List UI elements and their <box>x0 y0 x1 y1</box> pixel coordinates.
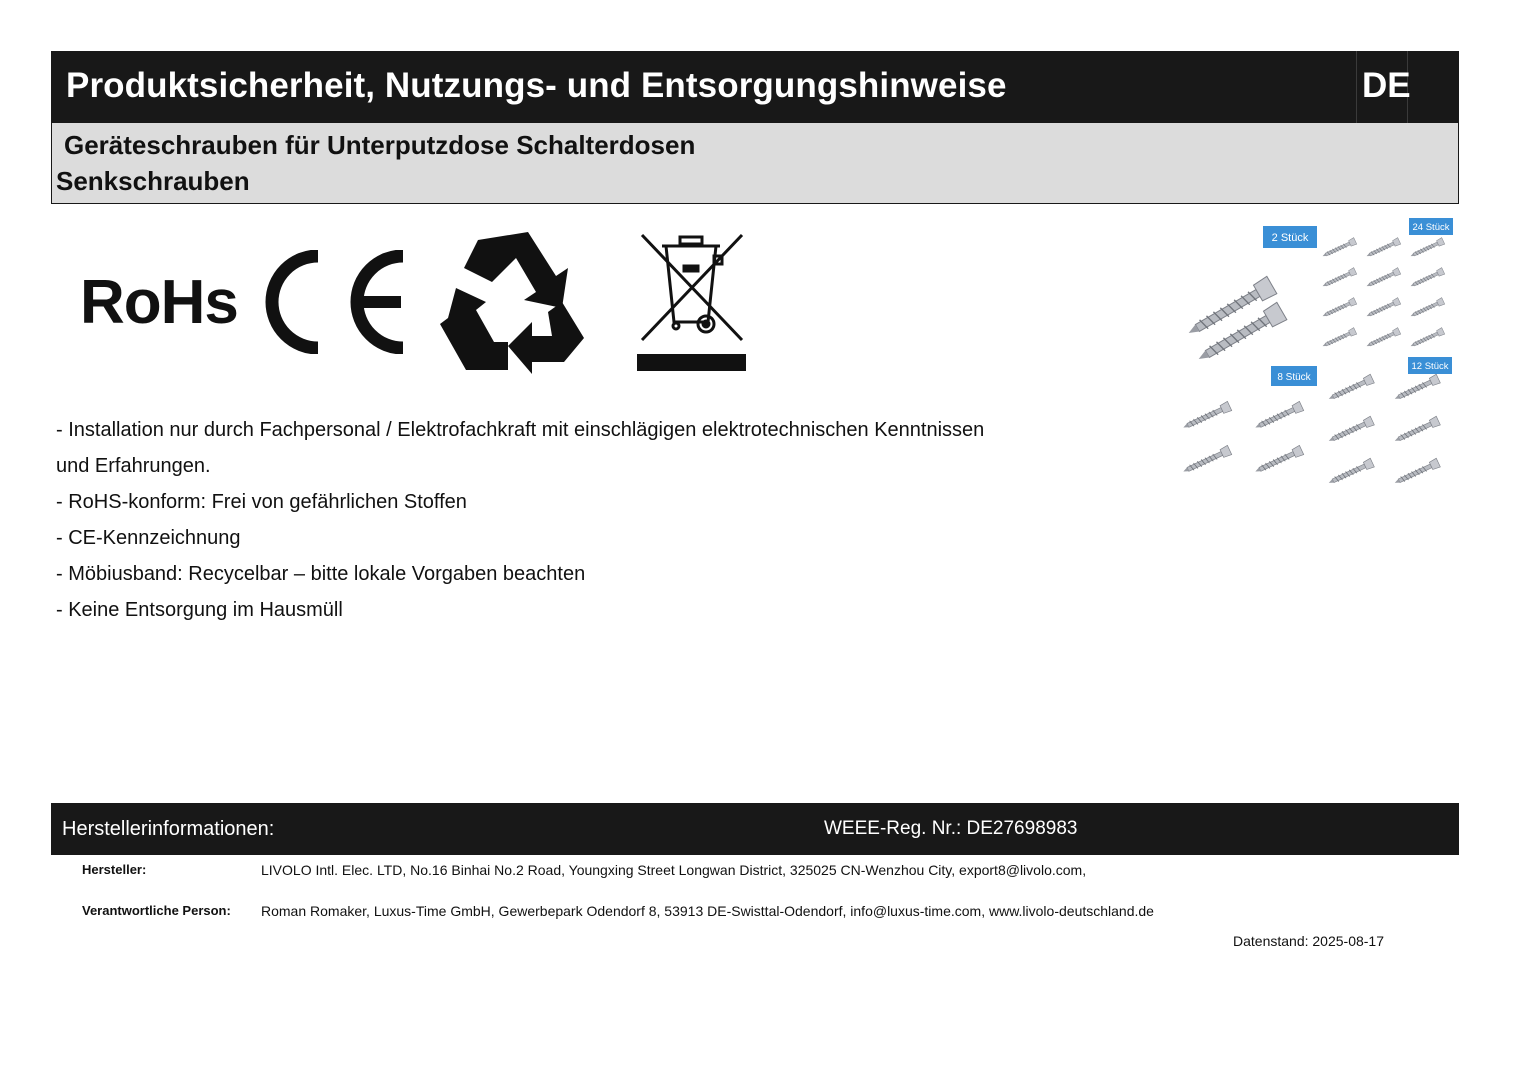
manufacturer-label: Hersteller: <box>82 862 147 877</box>
rohs-logo: RoHs <box>80 268 238 337</box>
bullet-list <box>56 412 1136 628</box>
title-bar <box>51 51 1459 123</box>
language-code: DE <box>1362 66 1411 105</box>
page-title: Produktsicherheit, Nutzungs- und Entsorgungshinweise <box>66 66 1007 105</box>
weee-registration: WEEE-Reg. Nr.: DE27698983 <box>824 818 1078 839</box>
list-item: - Installation nur durch Fachpersonal / Elektrofachkraft mit einschlägigen elektrotechnischen Kenntnissen <box>56 419 985 441</box>
list-item: - Möbiusband: Recycelbar – bitte lokale Vorgaben beachten <box>56 563 586 585</box>
product-title: Geräteschrauben für Unterputzdose Schalterdosen <box>64 130 696 160</box>
badge-label: 8 Stück <box>1277 372 1311 383</box>
product-subtitle: Senkschrauben <box>56 166 250 196</box>
list-item: und Erfahrungen. <box>56 455 211 477</box>
list-item: - RoHS-konform: Frei von gefährlichen Stoffen <box>56 491 467 513</box>
footer-bar <box>51 803 1459 855</box>
manufacturer-value: LIVOLO Intl. Elec. LTD, No.16 Binhai No.2 Road, Youngxing Street Longwan District, 325025 CN-Wenzhou City, export8@livolo.com, <box>261 862 1087 878</box>
responsible-person-value: Roman Romaker, Luxus-Time GmbH, Gewerbepark Odendorf 8, 53913 DE-Swisttal-Odendorf, info@luxus-time.com, www.livolo-deutschland.de <box>261 903 1154 919</box>
language-box <box>1356 51 1411 123</box>
badge-label: 12 Stück <box>1411 361 1449 372</box>
data-date: Datenstand: 2025-08-17 <box>1233 933 1384 949</box>
list-item: - CE-Kennzeichnung <box>56 527 241 549</box>
subtitle-box <box>51 123 1459 204</box>
weee-bin-icon <box>636 230 748 374</box>
recycling-icon <box>436 230 588 376</box>
product-screws-image <box>1172 212 1462 504</box>
ce-mark-icon <box>258 250 408 354</box>
manufacturer-info-heading: Herstellerinformationen: <box>62 818 275 840</box>
responsible-person-label: Verantwortliche Person: <box>82 903 231 918</box>
badge-label: 24 Stück <box>1412 222 1450 233</box>
badge-label: 2 Stück <box>1271 232 1309 244</box>
list-item: - Keine Entsorgung im Hausmüll <box>56 599 343 621</box>
